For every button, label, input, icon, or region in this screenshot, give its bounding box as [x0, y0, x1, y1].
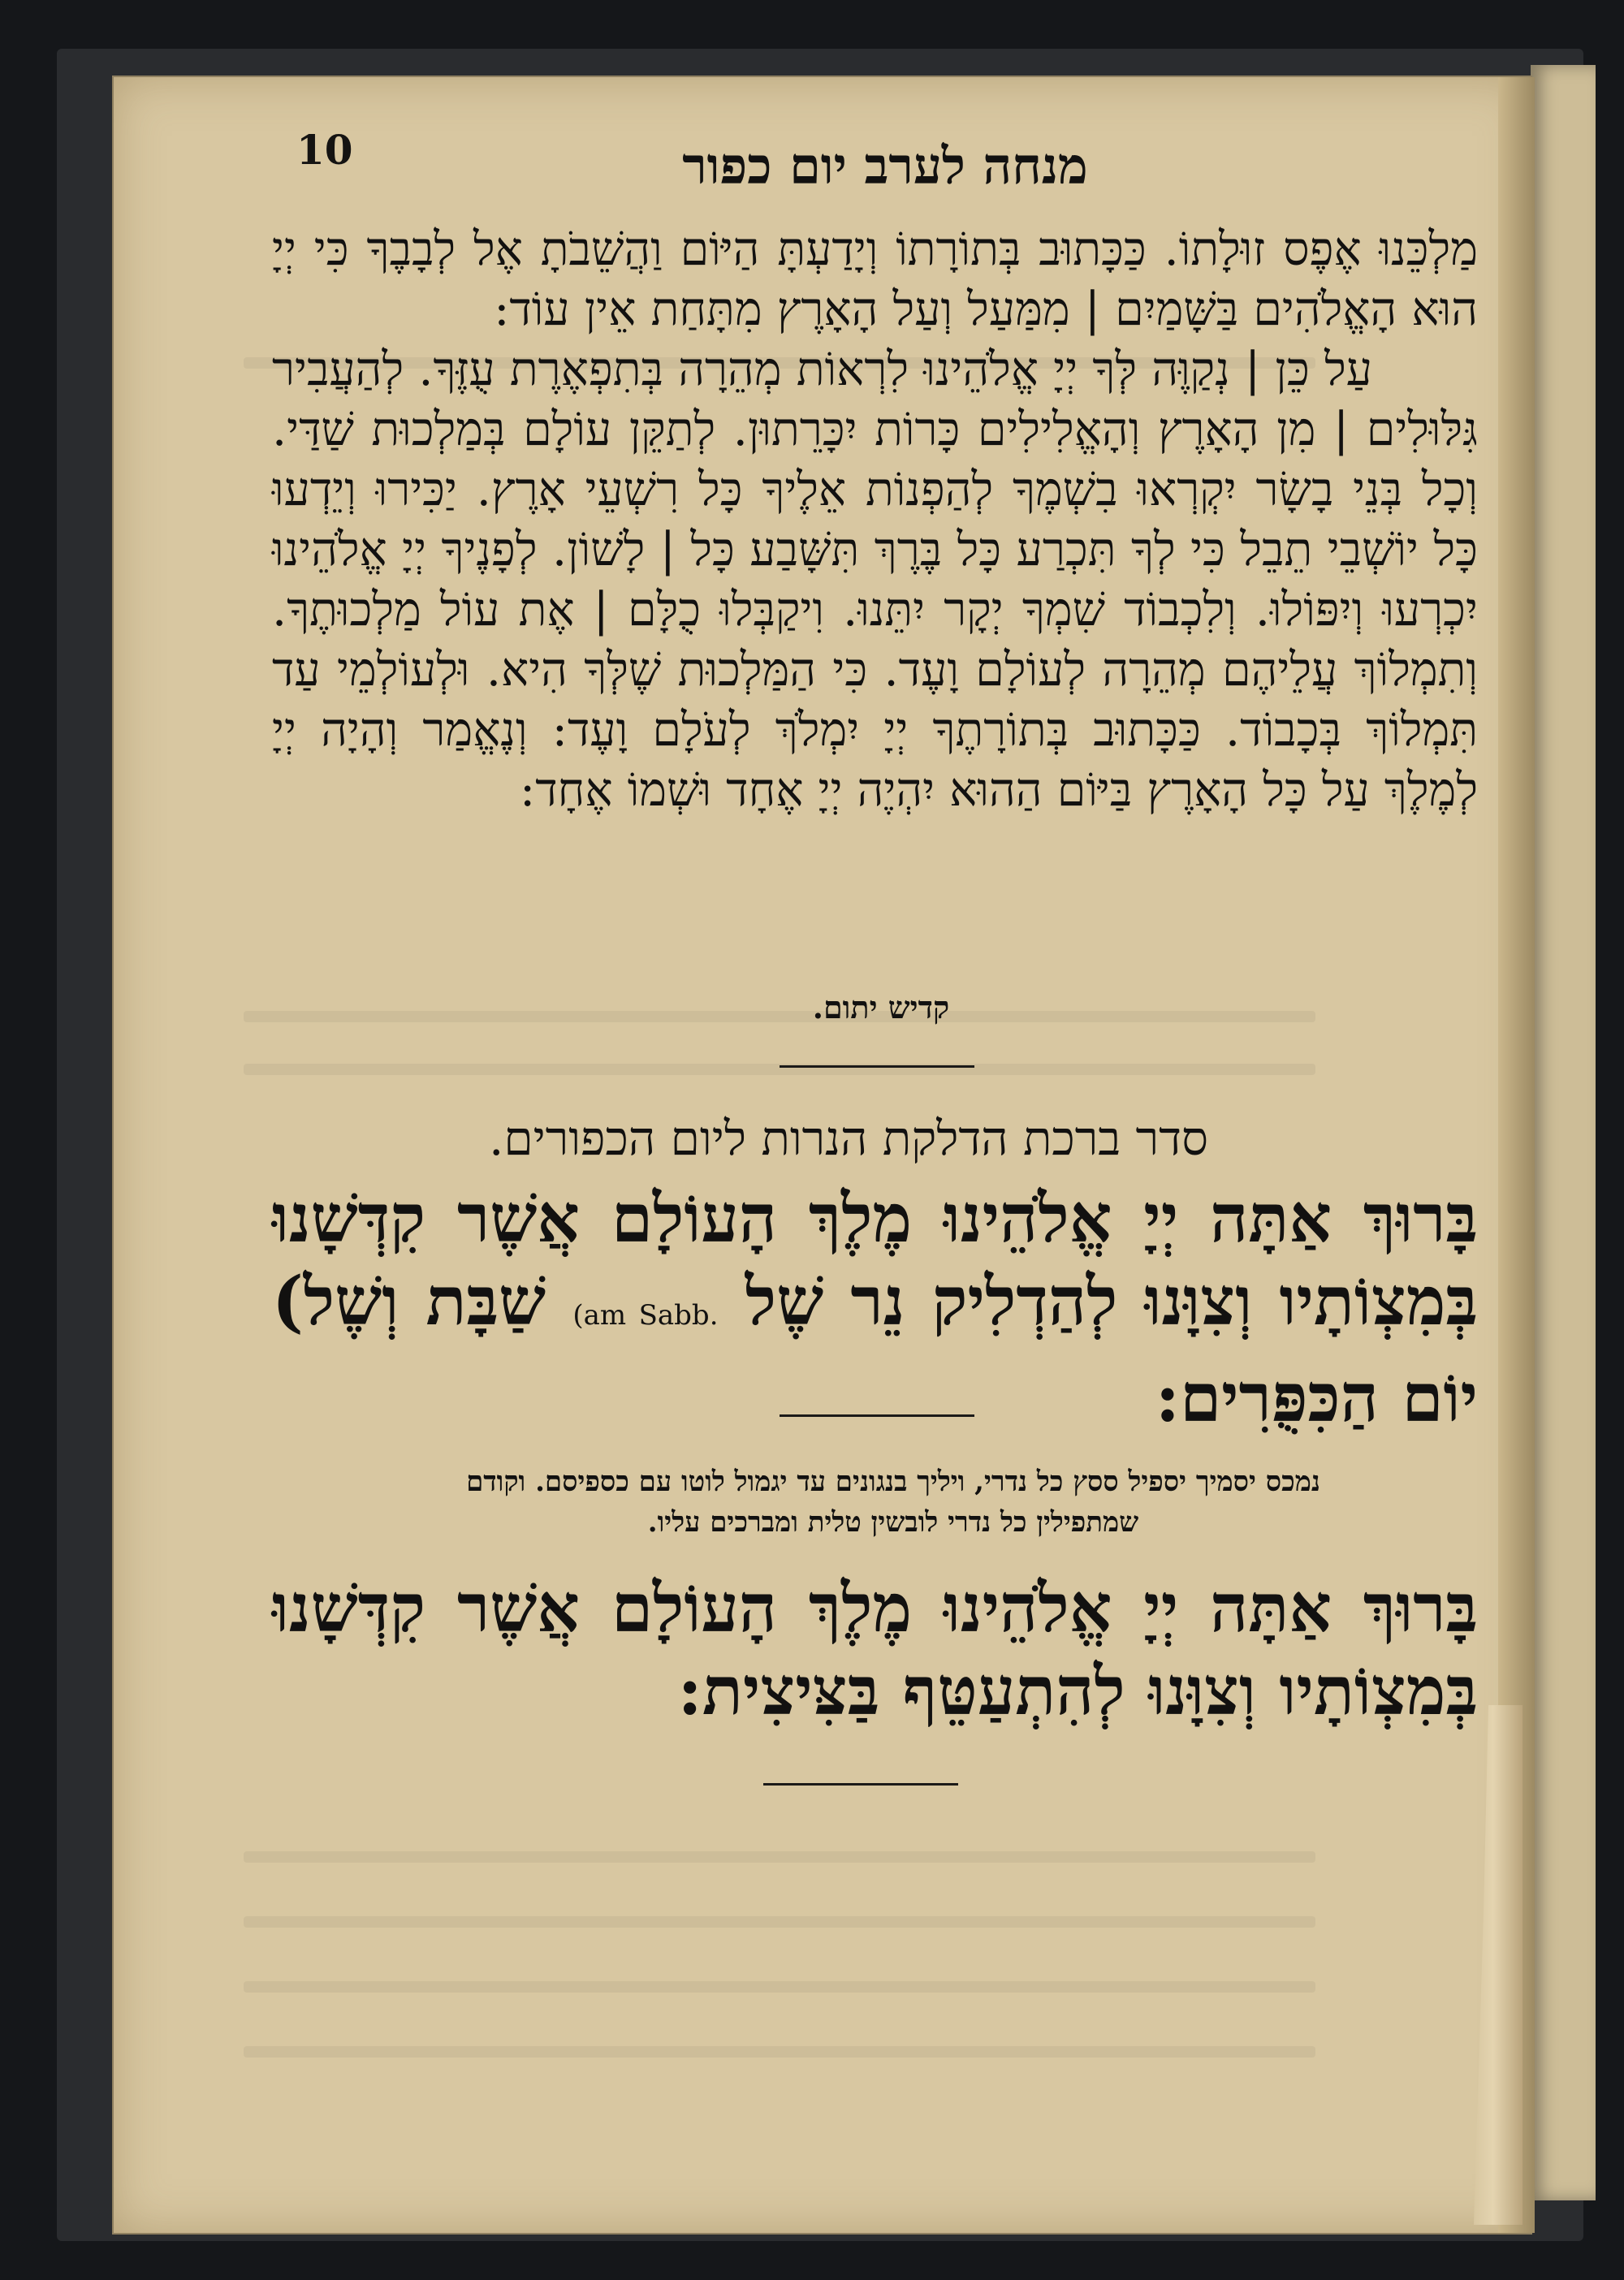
section-title: סדר ברכת הדלקת הנרות ליום הכפורים. — [488, 1111, 1209, 1166]
closing-divider — [763, 1783, 958, 1786]
tallit-blessing: בָּרוּךְ אַתָּה יְיָ אֱלֹהֵינוּ מֶלֶךְ הָעוֹלָם אֲשֶׁר קִדְּשָׁנוּ בְּמִצְוֹתָיו וְצִוָּנוּ לְהִתְעַטֵּף בַּצִּיצִית: — [272, 1570, 1478, 1730]
prayer-text-block — [272, 219, 1478, 820]
facing-page-edge — [1531, 65, 1596, 2200]
instruction-note — [309, 1462, 1478, 1543]
show-through-line — [244, 2046, 1315, 2058]
kaddish-note: קדיש יתום. — [812, 989, 950, 1026]
paragraph-1: מַלְכֵּנוּ אֶפֶס זוּלָתוֹ. כַּכָּתוּב בְּתוֹרָתוֹ וְיָדַעְתָּ הַיּוֹם וַהֲשֵׁבֹתָ אֶל לְבָבֶךָ כִּי יְיָ הוּא הָאֱלֹהִים בַּשָּׁמַיִם | מִמַּעַל וְעַל הָאָרֶץ מִתָּחַת אֵין עוֹד: — [272, 222, 1478, 336]
sabbath-note: (am Sabb. — [572, 1299, 719, 1332]
paragraph-2: עַל כֵּן | נְקַוֶּה לְּךָ יְיָ אֱלֹהֵינוּ לִרְאוֹת מְהֵרָה בְּתִפְאֶרֶת עֻזֶּךָ. לְהַעֲבִיר גִּלּוּלִים | מִן הָאָרֶץ וְהָאֱלִילִים כָּרוֹת יִכָּרֵתוּן. לְתַקֵּן עוֹלָם בְּמַלְכוּת שַׁדַּי. וְכָל בְּנֵי בָשָׂר יִקְרְאוּ בִשְׁמֶךָ לְהַפְנוֹת אֵלֶיךָ כָּל רִשְׁעֵי אָרֶץ. יַכִּירוּ וְיֵדְעוּ כָּל יוֹשְׁבֵי תֵבֵל כִּי לְךָ תִּכְרַע כָּל בֶּרֶךְ תִּשָּׁבַע כָּל | לָשׁוֹן. לְפָנֶיךָ יְיָ אֱלֹהֵינוּ יִכְרְעוּ וְיִפּוֹלוּ. וְלִכְבוֹד שִׁמְךָ יְקָר יִתֵּנוּ. וִיקַבְּלוּ כֻלָּם | אֶת עוֹל מַלְכוּתֶךָ. וְתִמְלוֹךְ עֲלֵיהֶם מְהֵרָה לְעוֹלָם וָעֶד. כִּי הַמַּלְכוּת שֶׁלְּךָ הִיא. וּלְעוֹלְמֵי עַד תִּמְלוֹךְ בְּכָבוֹד. כַּכָּתוּב בְּתוֹרָתֶךָ יְיָ יִמְלֹךְ לְעֹלָם וָעֶד: וְנֶאֱמַר וְהָיָה יְיָ לְמֶלֶךְ עַל כָּל הָאָרֶץ בַּיּוֹם הַהוּא יִהְיֶה יְיָ אֶחָד וּשְׁמוֹ אֶחָד: — [272, 343, 1478, 817]
show-through-line — [244, 1981, 1315, 1993]
candle-blessing-text: בָּרוּךְ אַתָּה יְיָ אֱלֹהֵינוּ מֶלֶךְ הָעוֹלָם אֲשֶׁר קִדְּשָׁנוּ בְּמִצְוֹתָיו וְצִוָּנוּ לְהַדְלִיק נֵר שֶׁל — [272, 1180, 1478, 1341]
running-header: מנחה לערב יום כפור — [682, 136, 1088, 196]
show-through-line — [244, 1851, 1315, 1863]
page-number: 10 — [296, 126, 353, 174]
candle-blessing — [272, 1177, 1478, 1440]
section-divider — [780, 1065, 974, 1068]
show-through-line — [244, 1916, 1315, 1928]
instruction-line-1: נמכס יסמיך יספיל ססץ כל נדרי, ויליך בנגונים עד יגמול לוטו עם כספיסם. וקודם — [466, 1466, 1320, 1498]
instruction-line-2: שמתפילין כל נדרי לובשין טלית ומברכים עליו. — [647, 1506, 1139, 1539]
candle-blessing-ending: שַׁבָּת וְשֶׁל) יוֹם הַכִּפֻּרִים: — [272, 1263, 1478, 1437]
section-divider — [780, 1414, 974, 1417]
